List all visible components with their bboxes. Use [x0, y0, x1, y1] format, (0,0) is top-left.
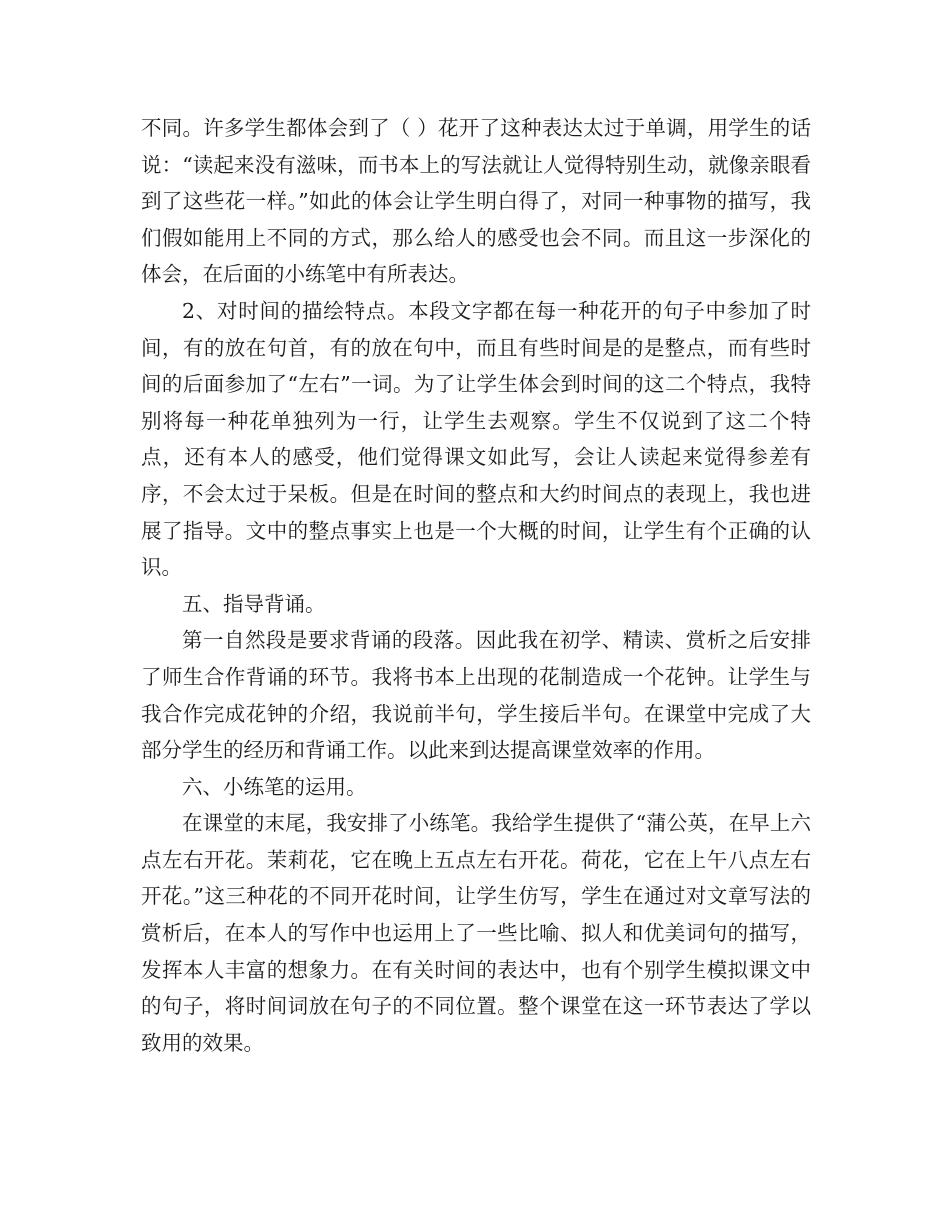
section-heading-recitation: 五、指导背诵。 — [182, 591, 326, 616]
paragraph-writing-practice: 在课堂的末尾，我安排了小练笔。我给学生提供了“蒲公英，在早上六点左右开花。茉莉花，它在晚上五点左右开花。荷花，它在上午八点左右开花。”这三种花的不同开花时间，让学生仿写，学生在通过对文章写法的赏析后，在本人的写作中也运用上了一些比喻、拟人和优美词句的描写，发挥本人丰富的想象力。在有关时间的表达中，也有个别学生模拟课文中的句子，将时间词放在句子的不同位置。整个课堂在这一环节表达了学以致用的效果。 — [141, 811, 811, 1055]
section-heading-writing-practice: 六、小练笔的运用。 — [182, 774, 367, 799]
paragraph-recitation: 第一自然段是要求背诵的段落。因此我在初学、精读、赏析之后安排了师生合作背诵的环节。我将书本上出现的花制造成一个花钟。让学生与我合作完成花钟的介绍，我说前半句，学生接后半句。在课堂中完成了大部分学生的经历和背诵工作。以此来到达提高课堂效率的作用。 — [141, 628, 811, 763]
paragraph-continuation: 不同。许多学生都体会到了（ ）花开了这种表达太过于单调，用学生的话说：“读起来没有滋味，而书本上的写法就让人觉得特别生动，就像亲眼看到了这些花一样。”如此的体会让学生明白得了，对同一种事物的描写，我们假如能用上不同的方式，那么给人的感受也会不同。而且这一步深化的体会，在后面的小练笔中有所表达。 — [141, 116, 811, 287]
document-page — [141, 110, 811, 1061]
paragraph-time-description: 2、对时间的描绘特点。本段文字都在每一种花开的句子中参加了时间，有的放在句首，有的放在句中，而且有些时间是的是整点，而有些时间的后面参加了“左右”一词。为了让学生体会到时间的这二个特点，我特别将每一种花单独列为一行，让学生去观察。学生不仅说到了这二个特点，还有本人的感受，他们觉得课文如此写，会让人读起来觉得参差有序，不会太过于呆板。但是在时间的整点和大约时间点的表现上，我也进展了指导。文中的整点事实上也是一个大概的时间，让学生有个正确的认识。 — [141, 298, 811, 580]
